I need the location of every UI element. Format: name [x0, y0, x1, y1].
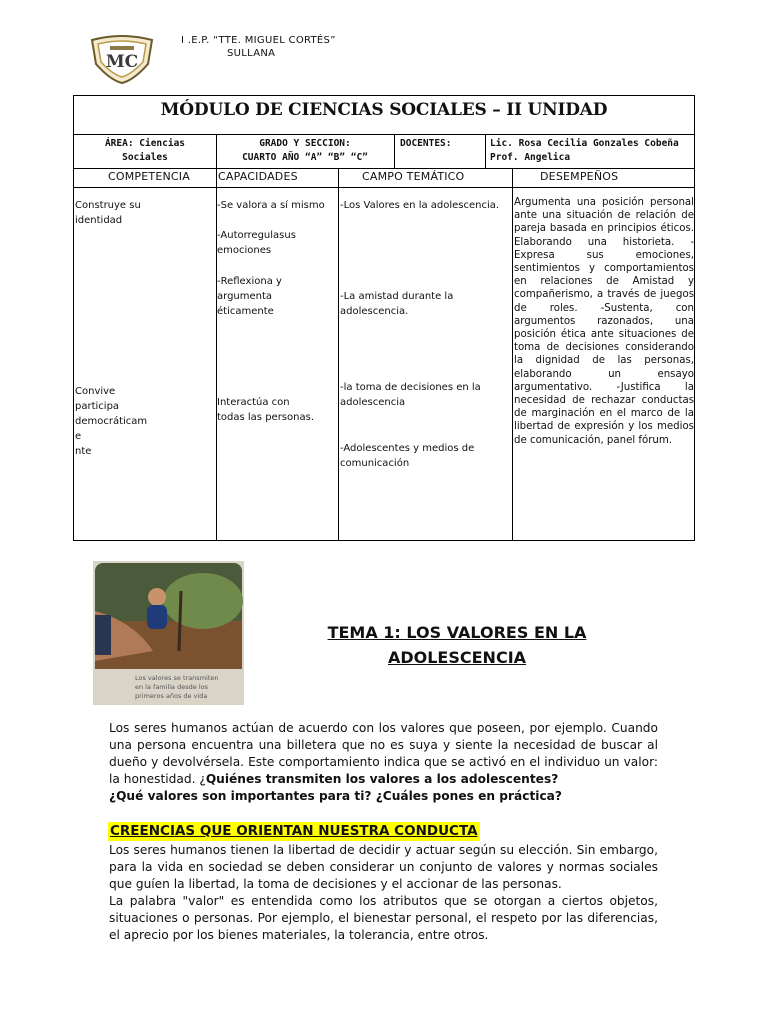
campo-3: [340, 380, 481, 410]
photo-caption-line: primeros años de vida: [135, 692, 208, 700]
creencias-paragraph: [109, 842, 658, 944]
area-label: ÁREA: Ciencias: [104, 138, 186, 149]
table-divider: [74, 168, 694, 169]
tema-line-2: ADOLESCENCIA: [387, 648, 527, 667]
competencia-line: participa: [75, 401, 120, 412]
tema-title: [300, 620, 614, 670]
creencias-text-2: La palabra "valor" es entendida como los atributos que se otorgan a ciertos objetos, situaciones o personas. Por ejemplo, el bienestar personal, el respeto por las diferencias, el aprecio por los bienes materiales, la tolerancia, entre otros.: [109, 894, 658, 942]
campo-line: -la toma de decisiones en la: [340, 382, 481, 393]
section-heading: CREENCIAS QUE ORIENTAN NUESTRA CONDUCTA: [110, 823, 478, 839]
campo-line: -Adolescentes y medios de: [340, 443, 475, 454]
competencia-2: [75, 384, 147, 459]
grado-label: GRADO Y SECCION:: [259, 138, 351, 149]
campo-line: adolescencia.: [340, 306, 409, 317]
desempenos-text: Argumenta una posición personal ante una situación de relación de pareja basada en principios éticos. Elaborando una historieta. -Expresa sus emociones, sentimientos y comportamientos en relaciones de Amistad y compañerismo, a través de juegos de roles. -Sustenta, con argumentos razonados, una posición ética ante situaciones de toma de decisiones considerando la dignidad de las personas, elaborando un ensayo argumentativo. -Justifica la necesidad de rechazar conductas de marginación en el marco de la libertad de expresión y los medios de comunicación, panel fórum.: [514, 197, 694, 446]
header-campo: CAMPO TEMÁTICO: [362, 170, 465, 183]
capacidad-line: éticamente: [217, 306, 274, 317]
logo-letters: MC: [105, 52, 139, 72]
docentes-label: DOCENTES:: [400, 138, 452, 149]
capacidad-line: Interactúa con: [217, 397, 290, 408]
table-divider: [74, 187, 694, 188]
competencia-line: democráticam: [75, 416, 148, 427]
intro-text: Los seres humanos actúan de acuerdo con los valores que poseen, por ejemplo. Cuando una persona encuentra una billetera que no es suya y siente la necesidad de buscar al dueño y devolvérsela. Este comportamiento indica que se activó en el individuo un valor: la honestidad. ¿: [109, 721, 658, 786]
table-divider: [512, 168, 513, 541]
competencia-line: e: [75, 431, 82, 442]
family-photo: [93, 561, 244, 705]
module-table: [73, 95, 695, 541]
institution-header: [181, 34, 336, 60]
capacidad-4: [217, 395, 314, 425]
campo-2: [340, 289, 453, 319]
campo-1: -Los Valores en la adolescencia.: [340, 200, 500, 211]
capacidad-1: -Se valora a sí mismo: [217, 200, 325, 211]
docente-2: Prof. Angelica: [490, 152, 571, 163]
tema-line-1: TEMA 1: LOS VALORES EN LA: [327, 623, 587, 642]
capacidad-line: emociones: [217, 245, 272, 256]
header-desempenos: DESEMPEÑOS: [540, 170, 619, 183]
competencia-line: Convive: [75, 386, 116, 397]
module-title: MÓDULO DE CIENCIAS SOCIALES – II UNIDAD: [160, 100, 608, 120]
intro-question-1: Quiénes transmiten los valores a los adolescentes?: [205, 772, 559, 786]
campo-line: adolescencia: [340, 397, 406, 408]
header-competencia: COMPETENCIA: [108, 170, 190, 183]
campo-4: [340, 441, 474, 471]
campo-line: -La amistad durante la: [340, 291, 454, 302]
capacidad-2: [217, 228, 296, 258]
institution-city: SULLANA: [227, 48, 276, 59]
table-divider: [74, 134, 694, 135]
docente-1: Lic. Rosa Cecilia Gonzales Cobeña: [490, 138, 679, 149]
docentes-cell: [490, 137, 679, 165]
table-divider: [394, 134, 395, 168]
campo-line: comunicación: [340, 458, 410, 469]
capacidad-line: -Autorregulasus: [217, 230, 296, 241]
school-logo: [88, 34, 156, 84]
competencia-line: nte: [75, 446, 92, 457]
table-divider: [216, 168, 217, 541]
institution-name: I .E.P. “TTE. MIGUEL CORTÉS”: [181, 35, 336, 46]
header-capacidades: CAPACIDADES: [218, 170, 298, 183]
grado-cell: [216, 137, 394, 165]
capacidad-line: -Reflexiona y: [217, 276, 282, 287]
area-value: Sociales: [122, 152, 168, 163]
area-cell: [74, 137, 216, 165]
capacidad-3: [217, 274, 282, 319]
capacidad-line: todas las personas.: [217, 412, 314, 423]
intro-question-2: ¿Qué valores son importantes para ti? ¿Cuáles pones en práctica?: [109, 789, 562, 803]
competencia-line: identidad: [75, 215, 123, 226]
intro-paragraph: [109, 720, 658, 805]
creencias-text-1: Los seres humanos tienen la libertad de decidir y actuar según su elección. Sin embargo, para la vida en sociedad se deben considerar un conjunto de valores y normas sociales que guíen la libertad, la toma de decisiones y el accionar de las personas.: [109, 843, 658, 891]
competencia-line: Construye su: [75, 200, 141, 211]
competencia-1: [75, 198, 141, 228]
table-divider: [485, 134, 486, 168]
photo-caption-line: Los valores se transmiten: [135, 674, 219, 682]
grado-value: CUARTO AÑO “A” “B” “C”: [242, 152, 368, 163]
capacidad-line: argumenta: [217, 291, 273, 302]
table-divider: [338, 168, 339, 541]
photo-caption-line: en la familia desde los: [135, 683, 208, 691]
